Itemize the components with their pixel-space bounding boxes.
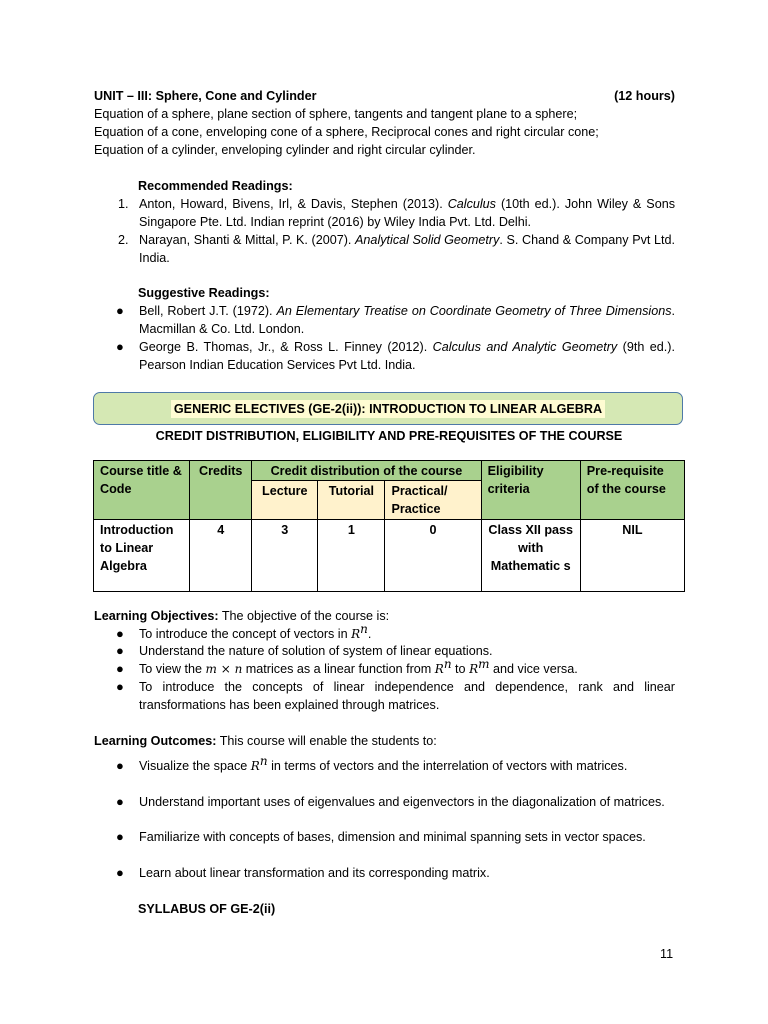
math-superscript: n (259, 753, 268, 768)
objectives-label: Learning Objectives: (94, 609, 219, 623)
citation-publisher: . Macmillan & Co. Ltd. London. (139, 304, 676, 336)
unit-hours: (12 hours) (614, 89, 675, 103)
objective-text: To view the (139, 662, 206, 676)
cell-tutorial: 1 (318, 520, 385, 592)
cell-course-title: Introduction to Linear Algebra (94, 520, 190, 592)
citation-authors: Anton, Howard, Bivens, Irl, & Davis, Stephen (2013). (139, 197, 448, 211)
cell-eligibility: Class XII pass with Mathematic s (481, 520, 580, 592)
outcome-text: Learn about linear transformation and its corresponding matrix. (139, 866, 490, 880)
header-prerequisite: Pre-requisite of the course (580, 461, 684, 520)
list-number: 2. (118, 233, 129, 247)
course-banner (93, 392, 683, 425)
citation-title: Analytical Solid Geometry (355, 233, 500, 247)
outcome-item (94, 793, 675, 811)
objective-text-end: . (367, 627, 372, 641)
objective-text: To introduce the concepts of linear independence and dependence, rank and linear transformations has been explained through matrices. (139, 680, 675, 712)
math-m-by-n: m × n (205, 662, 243, 676)
citation-publisher: (10th ed.). John Wiley & Sons Singapore Pte. Ltd. Indian reprint (2016) by Wiley India Pvt. Ltd. Delhi. (139, 197, 675, 229)
recommended-item (94, 195, 675, 231)
objective-text: to (451, 662, 470, 676)
objective-item (94, 678, 675, 714)
cell-credits: 4 (190, 520, 252, 592)
unit-title: UNIT – III: Sphere, Cone and Cylinder (94, 89, 317, 103)
math-R: R (434, 662, 444, 676)
objective-item (94, 642, 675, 660)
citation-title: An Elementary Treatise on Coordinate Geometry of Three Dimensions (276, 304, 672, 318)
bullet-icon: ● (116, 865, 124, 880)
objectives-heading (94, 607, 675, 625)
header-credit-distribution: Credit distribution of the course (252, 461, 481, 481)
objective-text: Understand the nature of solution of system of linear equations. (139, 644, 493, 658)
bullet-icon: ● (116, 794, 124, 809)
math-superscript: m (478, 656, 490, 671)
outcome-text: Visualize the space (139, 759, 251, 773)
recommended-item (94, 231, 675, 267)
suggestive-item (94, 302, 675, 338)
recommended-readings-heading: Recommended Readings: (138, 179, 293, 193)
outcome-text: Familiarize with concepts of bases, dimension and minimal spanning sets in vector spaces. (139, 830, 646, 844)
header-credits: Credits (190, 461, 252, 520)
bullet-icon: ● (116, 339, 124, 354)
bullet-icon: ● (116, 829, 124, 844)
syllabus-heading: SYLLABUS OF GE-2(ii) (138, 902, 276, 916)
header-tutorial: Tutorial (318, 481, 385, 520)
outcomes-intro: This course will enable the students to: (216, 734, 437, 748)
suggestive-item (94, 338, 675, 374)
citation-title: Calculus and Analytic Geometry (432, 340, 618, 354)
bullet-icon: ● (116, 661, 124, 676)
bullet-icon: ● (116, 626, 124, 641)
unit-line-1: Equation of a sphere, plane section of sphere, tangents and tangent plane to a sphere; (94, 107, 578, 121)
table-header-row (94, 461, 685, 481)
suggestive-readings-heading: Suggestive Readings: (138, 286, 270, 300)
math-R: R (250, 759, 260, 773)
bullet-icon: ● (116, 643, 124, 658)
objective-item (94, 621, 675, 643)
math-superscript: n (443, 656, 452, 671)
outcomes-heading (94, 732, 675, 750)
objective-item (94, 656, 675, 678)
list-number: 1. (118, 197, 129, 211)
objective-text: To introduce the concept of vectors in (139, 627, 352, 641)
citation-title: Calculus (447, 197, 496, 211)
outcome-text: in terms of vectors and the interrelation of vectors with matrices. (267, 759, 628, 773)
credit-distribution-heading: CREDIT DISTRIBUTION, ELIGIBILITY AND PRE-REQUISITES OF THE COURSE (155, 429, 623, 443)
citation-authors: George B. Thomas, Jr., & Ross L. Finney (2012). (139, 340, 433, 354)
page-number: 11 (660, 947, 674, 961)
cell-practical: 0 (385, 520, 481, 592)
course-banner-title: GENERIC ELECTIVES (GE-2(ii)): INTRODUCTION TO LINEAR ALGEBRA (171, 400, 605, 418)
header-course-title: Course title & Code (94, 461, 190, 520)
outcome-item (94, 753, 675, 775)
citation-authors: Bell, Robert J.T. (1972). (139, 304, 277, 318)
outcomes-label: Learning Outcomes: (94, 734, 217, 748)
unit-line-2: Equation of a cone, enveloping cone of a sphere, Reciprocal cones and right circular cone; (94, 125, 599, 139)
bullet-icon: ● (116, 303, 124, 318)
objectives-intro: The objective of the course is: (218, 609, 390, 623)
objective-text: and vice versa. (489, 662, 578, 676)
citation-publisher: (9th ed.). Pearson Indian Education Services Pvt Ltd. India. (139, 340, 675, 372)
outcome-text: Understand important uses of eigenvalues and eigenvectors in the diagonalization of matrices. (139, 795, 665, 809)
math-R: R (469, 662, 479, 676)
objective-text: matrices as a linear function from (242, 662, 435, 676)
outcome-item (94, 864, 675, 882)
unit-line-3: Equation of a cylinder, enveloping cylinder and right circular cylinder. (94, 143, 476, 157)
citation-publisher: . S. Chand & Company Pvt Ltd. India. (139, 233, 675, 265)
cell-lecture: 3 (252, 520, 318, 592)
credit-distribution-table (93, 460, 685, 592)
citation-authors: Narayan, Shanti & Mittal, P. K. (2007). (139, 233, 356, 247)
bullet-icon: ● (116, 758, 124, 773)
math-R: R (351, 627, 361, 641)
header-eligibility: Eligibility criteria (481, 461, 580, 520)
outcome-item (94, 828, 675, 846)
bullet-icon: ● (116, 679, 124, 694)
table-row (94, 520, 685, 592)
unit-heading (94, 87, 675, 105)
cell-prerequisite: NIL (580, 520, 684, 592)
math-superscript: n (360, 621, 368, 636)
header-practical: Practical/ Practice (385, 481, 481, 520)
header-lecture: Lecture (252, 481, 318, 520)
